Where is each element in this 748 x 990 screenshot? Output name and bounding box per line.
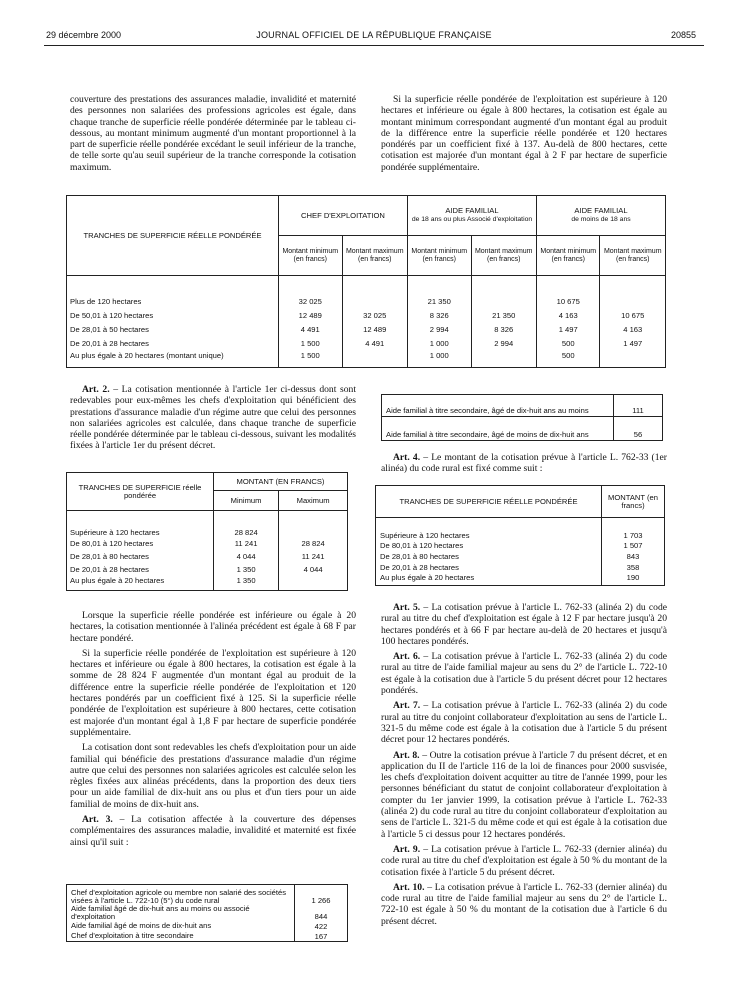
- table1-cell: 4 163: [600, 323, 666, 337]
- table-row: [67, 295, 666, 309]
- table-row: [67, 576, 348, 591]
- table-row: [67, 351, 666, 368]
- table-row: [67, 921, 348, 931]
- table1-cell: 1 497: [600, 337, 666, 351]
- table5-row-label: Aide familial âgé de dix-huit ans au moins ou associé d'exploitation: [67, 905, 295, 921]
- article-10-number: Art. 10.: [393, 881, 425, 893]
- table2-row-label: De 28,01 à 80 hectares: [70, 551, 149, 561]
- table2-cell: 4 044: [214, 550, 279, 563]
- table-row: [67, 323, 666, 337]
- table-row: [67, 309, 666, 323]
- table5-cell: 1 266: [311, 896, 331, 905]
- table5-row-label: Aide familial âgé de moins de dix-huit ans: [67, 921, 295, 931]
- table1-cell: 10 675: [600, 309, 666, 323]
- header-rule: [44, 45, 704, 46]
- table2-row-label: Au plus égale à 20 hectares: [70, 575, 165, 585]
- table-cotisation-tranches: [66, 195, 666, 368]
- table1-row-label: De 28,01 à 50 hectares: [70, 325, 149, 334]
- header-journal: JOURNAL OFFICIEL DE LA RÉPUBLIQUE FRANÇAISE: [256, 30, 492, 40]
- table-row: [67, 563, 348, 576]
- table2-cell: 28 824: [279, 537, 348, 550]
- left-paragraph-1: Lorsque la superficie réelle pondérée est inférieure ou égale à 20 hectares, la cotisation mentionnée à l'alinéa précédent est égale à 68 F par hectare pondéré.: [70, 610, 356, 644]
- table1-group-aide-mineur: [536, 196, 665, 236]
- table1-col-max: Montant maximum (en francs): [471, 236, 536, 276]
- article-8-number: Art. 8.: [393, 749, 420, 761]
- table1-col-max: Montant maximum (en francs): [600, 236, 666, 276]
- table1-col-min: Montant minimum (en francs): [536, 236, 600, 276]
- article-4-number: Art. 4.: [393, 452, 421, 463]
- table2-row-header: TRANCHES DE SUPERFICIE réelle pondérée: [67, 473, 214, 511]
- table2-col-max: Maximum: [279, 491, 348, 511]
- table-row: [376, 573, 665, 586]
- article-6-text: – La cotisation prévue à l'article L. 762-33 (alinéa 2) du code rural au titre de l'aide familial majeur au sens du 2° de l'article L. 722-10 est égale à la cotisation due à l'article 5 du présent décret pour 12 hectares pondérés.: [381, 651, 668, 697]
- table1-cell: 4 491: [279, 323, 343, 337]
- table2-cell: 28 824: [214, 511, 279, 537]
- article-3-number: Art. 3.: [82, 814, 113, 826]
- table1-cell: 12 489: [342, 323, 407, 337]
- left-paragraph-2: Si la superficie réelle pondérée de l'exploitation est supérieure à 120 hectares et inférieure ou égale à 800 hectares, la cotisation est égale à la somme de 28 824 F augmentée d'un montant égal au produit de la différence entre la superficie réelle pondérée de l'exploitation et 120 hectares pondérés par un coefficient fixé à 125. Si la superficie réelle pondérée de l'exploitation est supérieure à 800 hectares, cette cotisation est majorée d'un montant égal à 1,8 F par hectare de superficie pondérée supplémentaire.: [70, 647, 356, 738]
- right-column-art4: [381, 452, 667, 475]
- table-row: [376, 540, 665, 551]
- table1-cell: 4 491: [342, 337, 407, 351]
- table1-cell: 2 994: [407, 323, 471, 337]
- table2-cell: [279, 576, 348, 591]
- table-row: [67, 550, 348, 563]
- table1-cell: 1 500: [279, 351, 343, 368]
- table1-group-aide-majeur: [407, 196, 536, 236]
- table1-col-min: Montant minimum (en francs): [279, 236, 343, 276]
- table3-cell: 56: [633, 430, 643, 439]
- table2-cell: [279, 511, 348, 537]
- table4-cell: 190: [626, 572, 640, 582]
- table1-cell: 500: [536, 337, 600, 351]
- table1-group-chef: CHEF D'EXPLOITATION: [279, 196, 408, 236]
- left-column-lower: [70, 610, 356, 848]
- article-2-number: Art. 2.: [82, 384, 110, 395]
- table-cotisation-autre-regime: [66, 472, 348, 591]
- article-8-text: – Outre la cotisation prévue à l'article 7 du présent décret, et en application du II de l'article 116 de la loi de finances pour 2000 susvisée, les chefs d'exploitation doivent acquitter au titre de l'année 1999, pour les personnes bénéficiant du statut de conjoint collaborateur d'exploitation à compter du 1er janvier 1999, la cotisation prévue à l'article L. 762-33 (alinéa 2) du code rural au titre du conjoint collaborateur d'exploitation au sens de l'article L. 321-5 du même code et qui est égale à la cotisation due à l'article 5 ci dessus pour 12 hectares pondérés.: [381, 749, 668, 840]
- article-9-number: Art. 9.: [393, 843, 421, 855]
- table2-cell: 11 241: [214, 537, 279, 550]
- table4-row-label: De 20,01 à 28 hectares: [376, 562, 602, 573]
- table1-cell: 2 994: [471, 337, 536, 351]
- article-7-number: Art. 7.: [393, 700, 421, 712]
- table1-row-label: De 50,01 à 120 hectares: [70, 311, 154, 320]
- table1-cell: 21 350: [471, 309, 536, 323]
- table1-cell: 10 675: [536, 295, 600, 309]
- table1-row-label: De 20,01 à 28 hectares: [70, 339, 149, 348]
- table1-row-label: Au plus égale à 20 hectares (montant unique): [70, 350, 224, 360]
- article-6-number: Art. 6.: [393, 651, 421, 663]
- table1-cell: [342, 351, 407, 368]
- table-row: [67, 885, 348, 906]
- table2-row-label: De 20,01 à 28 hectares: [70, 564, 149, 574]
- table-row: [376, 518, 665, 540]
- table1-row-header: TRANCHES DE SUPERFICIE RÉELLE PONDÉRÉE: [67, 196, 279, 276]
- intro-right-text: Si la superficie réelle pondérée de l'exploitation est supérieure à 120 hectares et inférieure ou égale à 800 hectares, la cotisation est égale au montant minimum correspondant augmenté d'un montant égal au produit de la différence entre la superficie réelle pondérée et 120 hectares pondérés par un coefficient fixé à 137. Au-delà de 800 hectares, cette cotisation est majorée d'un montant égal à 2 F par hectare de superficie pondérée supplémentaire.: [381, 94, 667, 173]
- table2-cell: 1 350: [214, 563, 279, 576]
- table4-cell: 1 507: [623, 540, 643, 550]
- table-row: [376, 562, 665, 573]
- table2-row-label: Supérieure à 120 hectares: [70, 527, 160, 537]
- table2-row-label: De 80,01 à 120 hectares: [70, 538, 154, 548]
- table-montant-l762-33: [375, 485, 665, 586]
- header-date: 29 décembre 2000: [46, 30, 122, 40]
- header-page-number: 20855: [670, 30, 696, 40]
- table1-group-aide-majeur-title: AIDE FAMILIAL: [445, 206, 499, 215]
- intro-right: [381, 94, 667, 173]
- table2-group: MONTANT (EN FRANCS): [214, 473, 348, 491]
- table1-cell: 4 163: [536, 309, 600, 323]
- table1-cell: 8 326: [407, 309, 471, 323]
- table1-cell: 1 500: [279, 337, 343, 351]
- table1-cell: 1 000: [407, 337, 471, 351]
- left-column-upper: [70, 384, 356, 452]
- table2-col-min: Minimum: [214, 491, 279, 511]
- table4-cell: 358: [626, 562, 640, 572]
- table1-cell: 12 489: [279, 309, 343, 323]
- table1-cell: 500: [536, 351, 600, 368]
- intro-left: [70, 94, 356, 173]
- table1-cell: [342, 295, 407, 309]
- table-cotisation-complementaire: [66, 884, 348, 942]
- table-row: [67, 931, 348, 942]
- table5-cell: 422: [314, 922, 328, 931]
- table1-cell: 32 025: [342, 309, 407, 323]
- table-row: [382, 417, 663, 441]
- table5-cell: 167: [314, 932, 328, 941]
- table3-row-label: Aide familial à titre secondaire, âgé de moins de dix-huit ans: [382, 417, 614, 441]
- table-row: [382, 395, 663, 417]
- table1-cell: [471, 295, 536, 309]
- table4-row-header: TRANCHES DE SUPERFICIE RÉELLE PONDÉRÉE: [376, 486, 602, 518]
- table2-cell: 1 350: [214, 576, 279, 591]
- table5-cell: 844: [314, 912, 328, 921]
- table-aide-secondaire: [381, 394, 663, 441]
- article-4-text: – Le montant de la cotisation prévue à l'article L. 762-33 (1er alinéa) du code rural est fixé comme suit :: [381, 452, 668, 475]
- table1-group-aide-mineur-title: AIDE FAMILIAL: [574, 206, 628, 215]
- article-9-text: – La cotisation prévue à l'article L. 762-33 (dernier alinéa) du code rural au titre du chef d'exploitation est égale à 50 % du montant de la cotisation fixée à l'article 5 du présent décret.: [381, 843, 667, 878]
- table4-row-label: De 28,01 à 80 hectares: [376, 551, 602, 562]
- article-5-number: Art. 5.: [393, 602, 421, 613]
- table2-cell: 11 241: [279, 550, 348, 563]
- article-7-text: – La cotisation prévue à l'article L. 762-33 (alinéa 2) du code rural au titre du conjoint collaborateur d'exploitation au sens de l'article L. 321-5 du même code est égale à la cotisation due à l'article 5 du présent décret pour 12 hectares pondérés.: [381, 700, 668, 746]
- table4-cell: 843: [626, 551, 640, 561]
- table4-row-label: Au plus égale à 20 hectares: [376, 573, 602, 586]
- table1-cell: [600, 295, 666, 309]
- table1-cell: [600, 351, 666, 368]
- table2-cell: 4 044: [279, 563, 348, 576]
- table1-cell: 1 497: [536, 323, 600, 337]
- article-3-text: – La cotisation affectée à la couverture des dépenses complémentaires des assurances maladie, invalidité et maternité est fixée ainsi qu'il suit :: [70, 814, 356, 848]
- article-5-text: – La cotisation prévue à l'article L. 762-33 (alinéa 2) du code rural au titre du chef d'exploitation est égale à 12 F par hectare jusqu'à 20 hectares pondérés et à 66 F par hectare au-delà de 20 hectares et jusqu'à 100 hectares pondérés.: [381, 602, 668, 647]
- table-row: [67, 337, 666, 351]
- article-10-text: – La cotisation prévue à l'article L. 762-33 (dernier alinéa) du code rural au titre de l'aide familial majeur au sens du 2° de l'article L. 722-10 est égale à 50 % du montant de la cotisation due à l'article 6 du présent décret.: [381, 881, 668, 927]
- table-row: [67, 537, 348, 550]
- table-row: [67, 905, 348, 921]
- table4-cell: 1 703: [623, 530, 643, 540]
- right-column-articles: [381, 602, 667, 927]
- article-2-text: – La cotisation mentionnée à l'article 1er ci-dessus dont sont redevables pour eux-mêmes les chefs d'exploitation qui bénéficient des prestations d'assurance maladie d'un régime autre que celui des personnes non salariées agricoles est calculée, dans chaque tranche de superficie réelle pondérée déterminée par le tableau ci-dessous, suivant les modalités fixées à l'article 1er du présent décret.: [70, 384, 356, 452]
- table5-row-label: Chef d'exploitation agricole ou membre non salarié des sociétés visées à l'article L. 722-10 (5°) du code rural: [67, 885, 295, 906]
- table1-cell: 8 326: [471, 323, 536, 337]
- table1-cell: 1 000: [407, 351, 471, 368]
- table1-group-aide-mineur-sub: de moins de 18 ans: [571, 216, 631, 223]
- table1-cell: 21 350: [407, 295, 471, 309]
- table1-col-max: Montant maximum (en francs): [342, 236, 407, 276]
- table1-col-min: Montant minimum (en francs): [407, 236, 471, 276]
- table1-cell: 32 025: [279, 295, 343, 309]
- table5-row-label: Chef d'exploitation à titre secondaire: [67, 931, 295, 942]
- table3-cell: 111: [614, 395, 663, 417]
- table1-cell: [471, 351, 536, 368]
- table4-row-label: Supérieure à 120 hectares: [376, 518, 602, 540]
- table-row: [376, 551, 665, 562]
- table1-group-aide-majeur-sub: de 18 ans ou plus Associé d'exploitation: [411, 216, 533, 223]
- table4-col-header: MONTANT (en francs): [602, 486, 665, 518]
- table4-row-label: De 80,01 à 120 hectares: [376, 540, 602, 551]
- table-row: [67, 511, 348, 537]
- intro-left-text: couverture des prestations des assurances maladie, invalidité et maternité des personnes non salariées des professions agricoles est égale, dans chaque tranche de superficie réelle pondérée déterminée par le tableau ci-dessous, au montant minimum augmenté d'un montant proportionnel à la part de superficie réelle pondérée excédant le seuil inférieur de la tranche, de telle sorte qu'au seuil supérieur de la tranche corresponde la cotisation maximum.: [70, 94, 356, 173]
- left-paragraph-3: La cotisation dont sont redevables les chefs d'exploitation pour un aide familial qui bénéficie des prestations d'assurance maladie d'un régime autre que celui des personnes non salariées agricoles est calculée selon les règles fixées aux alinéas précédents, dans la proportion des deux tiers pour un aide familial de dix-huit ans ou plus et d'un tiers pour un aide familial de moins de dix-huit ans.: [70, 742, 356, 810]
- table1-row-label: Plus de 120 hectares: [70, 297, 142, 306]
- table3-row-label: Aide familial à titre secondaire, âgé de dix-huit ans au moins: [382, 395, 614, 417]
